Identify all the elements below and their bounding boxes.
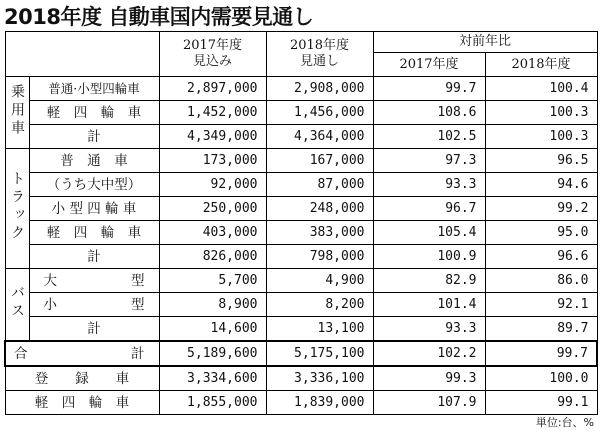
header-2018-line2: 見通し xyxy=(299,54,339,69)
ratio-2017: 107.9 xyxy=(373,391,485,415)
table-row xyxy=(5,366,597,391)
table-row xyxy=(5,269,597,293)
value-2017: 2,897,000 xyxy=(159,77,266,101)
row-label-part-a: 小 xyxy=(43,296,57,313)
ratio-2018: 99.2 xyxy=(485,197,597,221)
ratio-2017: 93.3 xyxy=(373,173,485,197)
table-row xyxy=(5,173,597,197)
value-2018: 13,100 xyxy=(266,317,373,342)
group-bus-label: バス xyxy=(9,284,25,321)
row-label-subtotal: 計 xyxy=(29,245,159,269)
ratio-2017: 96.7 xyxy=(373,197,485,221)
table-row xyxy=(5,101,597,125)
ratio-2018: 100.4 xyxy=(485,77,597,101)
ratio-2017: 93.3 xyxy=(373,317,485,342)
page-title: 2018年度 自動車国内需要見通し xyxy=(4,5,314,29)
ratio-2017: 99.3 xyxy=(373,366,485,391)
ratio-2018: 95.0 xyxy=(485,221,597,245)
header-2018 xyxy=(266,32,373,77)
group-truck xyxy=(5,149,29,269)
total-row xyxy=(5,341,597,366)
ratio-2018: 99.7 xyxy=(485,341,597,366)
ratio-2018: 96.6 xyxy=(485,245,597,269)
ratio-2017: 102.5 xyxy=(373,125,485,149)
table-row xyxy=(5,149,597,173)
value-2017: 92,000 xyxy=(159,173,266,197)
header-2017-line1: 2017年度 xyxy=(182,38,243,53)
value-2018: 4,900 xyxy=(266,269,373,293)
value-2017: 5,189,600 xyxy=(159,341,266,366)
value-2017: 4,349,000 xyxy=(159,125,266,149)
row-label-part-b: 型 xyxy=(131,296,145,313)
value-2017: 826,000 xyxy=(159,245,266,269)
row-label-part-b: 型 xyxy=(131,272,145,289)
value-2017: 1,855,000 xyxy=(159,391,266,415)
row-label-subtotal: 計 xyxy=(29,317,159,342)
value-2017: 403,000 xyxy=(159,221,266,245)
demand-table xyxy=(4,31,598,415)
row-label: 登 録 車 xyxy=(5,366,159,391)
ratio-2018: 89.7 xyxy=(485,317,597,342)
header-ratio-2017: 2017年度 xyxy=(373,53,485,77)
value-2017: 173,000 xyxy=(159,149,266,173)
ratio-2018: 96.5 xyxy=(485,149,597,173)
row-label: 軽 四 輪 車 xyxy=(29,101,159,125)
value-2018: 87,000 xyxy=(266,173,373,197)
table-row xyxy=(5,77,597,101)
group-passenger-label: 乗用車 xyxy=(9,83,25,138)
value-2018: 5,175,100 xyxy=(266,341,373,366)
ratio-2017: 82.9 xyxy=(373,269,485,293)
ratio-2017: 102.2 xyxy=(373,341,485,366)
header-row-1 xyxy=(5,32,597,53)
ratio-2018: 94.6 xyxy=(485,173,597,197)
header-ratio-group: 対前年比 xyxy=(373,32,597,53)
header-2017 xyxy=(159,32,266,77)
row-label: （うち大中型） xyxy=(29,173,159,197)
ratio-2018: 100.3 xyxy=(485,125,597,149)
ratio-2017: 108.6 xyxy=(373,101,485,125)
group-truck-label: トラック xyxy=(9,170,25,243)
header-2018-line1: 2018年度 xyxy=(289,38,350,53)
table-row xyxy=(5,317,597,342)
table-row xyxy=(5,125,597,149)
table-row xyxy=(5,293,597,317)
header-ratio-2018: 2018年度 xyxy=(485,53,597,77)
row-label: 軽 四 輪 車 xyxy=(5,391,159,415)
ratio-2018: 100.0 xyxy=(485,366,597,391)
value-2018: 1,839,000 xyxy=(266,391,373,415)
row-label xyxy=(29,293,159,317)
group-passenger xyxy=(5,77,29,149)
row-label-part-a: 大 xyxy=(43,272,57,289)
ratio-2018: 92.1 xyxy=(485,293,597,317)
ratio-2017: 97.3 xyxy=(373,149,485,173)
ratio-2017: 99.7 xyxy=(373,77,485,101)
ratio-2018: 86.0 xyxy=(485,269,597,293)
value-2018: 1,456,000 xyxy=(266,101,373,125)
row-label-subtotal: 計 xyxy=(29,125,159,149)
table-row xyxy=(5,221,597,245)
value-2018: 4,364,000 xyxy=(266,125,373,149)
unit-note: 単位:台、% xyxy=(535,416,594,429)
row-label: 普通·小型四輪車 xyxy=(29,77,159,101)
value-2017: 3,334,600 xyxy=(159,366,266,391)
row-label-part-a: 合 xyxy=(14,345,28,362)
value-2018: 3,336,100 xyxy=(266,366,373,391)
ratio-2017: 105.4 xyxy=(373,221,485,245)
group-bus xyxy=(5,269,29,342)
row-label-part-b: 計 xyxy=(131,345,145,362)
row-label: 普 通 車 xyxy=(29,149,159,173)
value-2018: 2,908,000 xyxy=(266,77,373,101)
value-2018: 248,000 xyxy=(266,197,373,221)
value-2017: 8,900 xyxy=(159,293,266,317)
value-2017: 1,452,000 xyxy=(159,101,266,125)
table-row xyxy=(5,245,597,269)
ratio-2017: 100.9 xyxy=(373,245,485,269)
table-row xyxy=(5,391,597,415)
header-blank-cell xyxy=(5,32,159,77)
ratio-2018: 100.3 xyxy=(485,101,597,125)
row-label-total xyxy=(5,341,159,366)
value-2017: 14,600 xyxy=(159,317,266,342)
value-2017: 5,700 xyxy=(159,269,266,293)
header-2017-line2: 見込み xyxy=(192,54,232,69)
ratio-2018: 99.1 xyxy=(485,391,597,415)
row-label xyxy=(29,269,159,293)
value-2018: 167,000 xyxy=(266,149,373,173)
ratio-2017: 101.4 xyxy=(373,293,485,317)
value-2018: 798,000 xyxy=(266,245,373,269)
row-label: 小 型 四 輪 車 xyxy=(29,197,159,221)
row-label: 軽 四 輪 車 xyxy=(29,221,159,245)
value-2018: 8,200 xyxy=(266,293,373,317)
value-2018: 383,000 xyxy=(266,221,373,245)
table-row xyxy=(5,197,597,221)
value-2017: 250,000 xyxy=(159,197,266,221)
